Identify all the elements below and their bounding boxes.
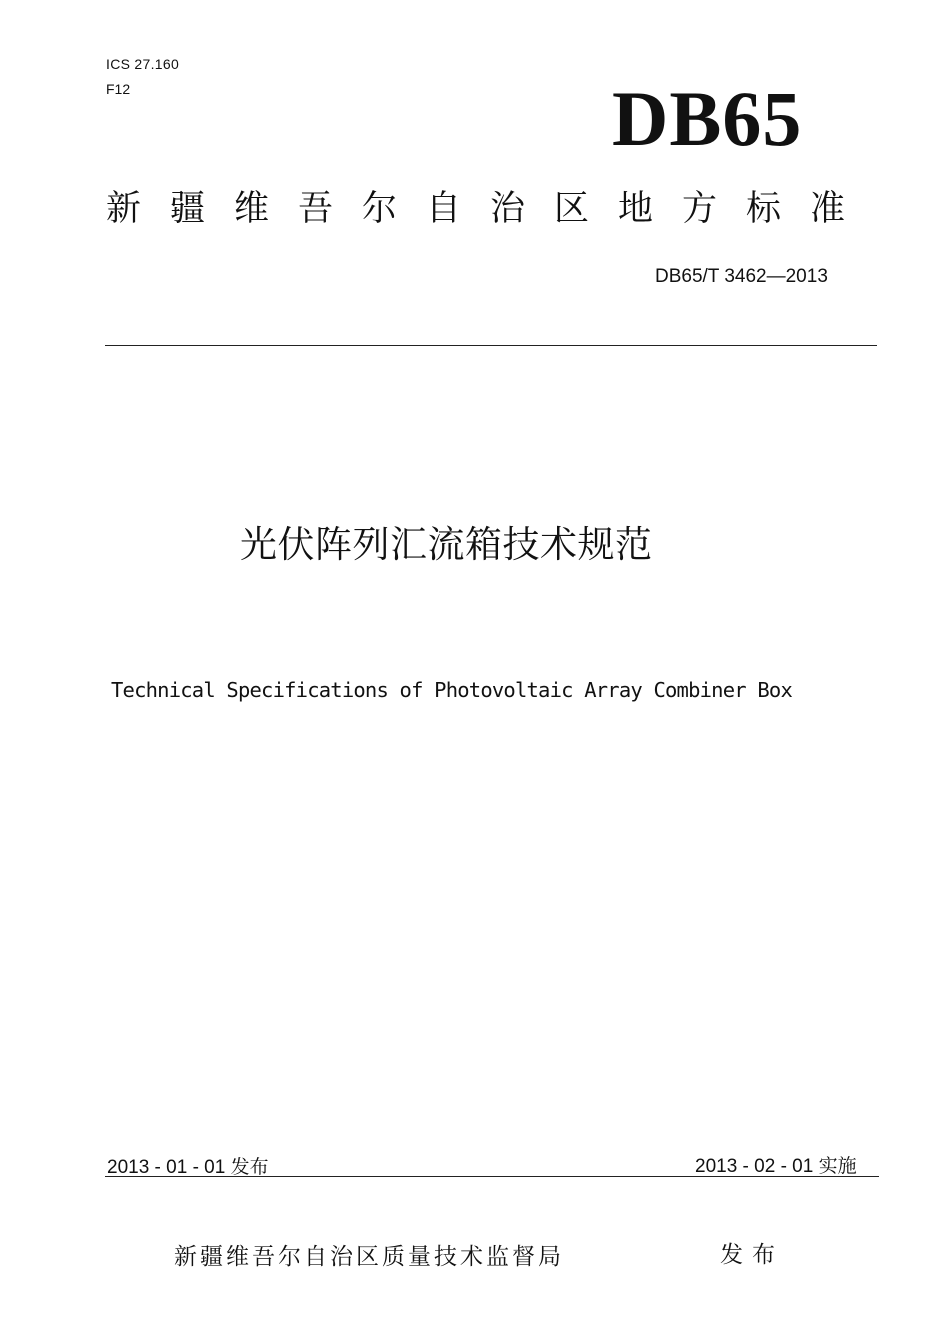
standard-code-logo: DB65 <box>612 75 803 162</box>
classification-code: F12 <box>106 81 131 97</box>
publish-label: 发布 <box>720 1242 784 1268</box>
document-title-zh: 光伏阵列汇流箱技术规范 <box>240 523 653 566</box>
ics-code: ICS 27.160 <box>106 56 180 72</box>
publisher-name: 新疆维吾尔自治区质量技术监督局 <box>174 1244 564 1270</box>
effective-date: 2013 - 02 - 01 实施 <box>695 1156 857 1177</box>
standard-number: DB65/T 3462—2013 <box>655 266 828 287</box>
release-date: 2013 - 01 - 01 发布 <box>107 1157 269 1178</box>
region-standard-heading: 新疆维吾尔自治区地方标准 <box>106 189 875 229</box>
footer-divider <box>105 1176 879 1177</box>
header-divider <box>105 345 877 346</box>
document-title-en: Technical Specifications of Photovoltaic Array Combiner Box <box>111 678 792 702</box>
